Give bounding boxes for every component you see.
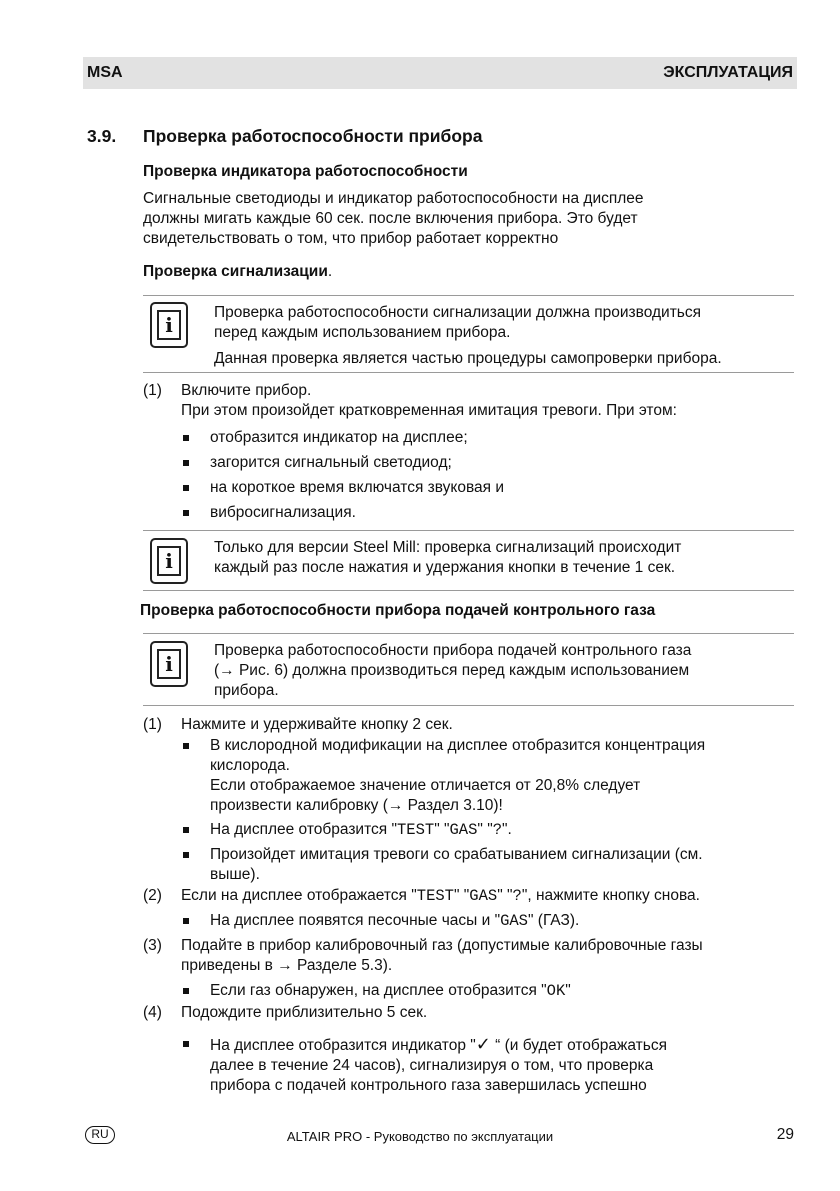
divider [143,295,794,296]
step-text [181,886,700,906]
list-item-line: произвести калибровку (→ Раздел 3.10)! [210,797,503,814]
display-text-gas: GAS [469,887,498,905]
note-text [214,538,681,578]
list-item-line: выше). [210,866,260,883]
list-item-line: прибора с подачей контрольного газа завершилась успешно [210,1077,647,1094]
display-text-gas: GAS [449,821,478,839]
step-number: (2) [143,887,162,904]
note-line: Данная проверка является частью процедуры самопроверки прибора. [214,350,722,367]
divider [143,372,794,373]
list-item: на короткое время включатся звуковая и [210,479,505,496]
step-number: (4) [143,1004,162,1021]
step-text-line: приведены в → Разделе 5.3). [181,957,393,974]
text-run: " " [434,821,450,838]
display-text-question: ? [512,887,522,905]
step-number: (3) [143,937,162,954]
bullet [183,1041,189,1047]
step-text-line: Подайте в прибор калибровочный газ (допустимые калибровочные газы [181,937,703,954]
bullet [183,988,189,994]
paragraph-line: должны мигать каждые 60 сек. после включения прибора. Это будет [143,210,638,227]
list-item [210,820,512,840]
info-icon: i [150,641,188,687]
section-title: Проверка работоспособности прибора [143,126,483,146]
list-item [210,736,705,816]
divider [143,530,794,531]
text-run: " (ГАЗ). [527,912,580,929]
note-line: перед каждым использованием прибора. [214,324,511,341]
bullet [183,460,189,466]
note-line: каждый раз после нажатия и удержания кнопки в течение 1 сек. [214,559,676,576]
bullet [183,827,189,833]
list-item [210,1034,667,1096]
section-number: 3.9. [87,126,117,146]
list-item-line: Если отображаемое значение отличается от 20,8% следует [210,777,641,794]
divider [143,705,794,706]
step-text: Включите прибор. [181,382,312,399]
step-text: Нажмите и удерживайте кнопку 2 сек. [181,716,453,733]
note-line: Только для версии Steel Mill: проверка сигнализаций происходит [214,539,682,556]
text-run: На дисплее появятся песочные часы и " [210,912,501,929]
bullet [183,510,189,516]
step-number: (1) [143,382,162,399]
note-text [214,303,722,369]
paragraph-line: свидетельствовать о том, что прибор работает корректно [143,230,559,247]
display-text-test: TEST [396,821,435,839]
bullet [183,743,189,749]
divider [143,633,794,634]
step-text: При этом произойдет кратковременная имитация тревоги. При этом: [181,402,677,419]
list-item [210,845,703,885]
bullet [183,918,189,924]
footer-title: ALTAIR PRO - Руководство по эксплуатации [286,1129,554,1144]
list-item-line: В кислородной модификации на дисплее отобразится концентрация [210,737,706,754]
text-run: " " [477,821,493,838]
subsection-title: Проверка индикатора работоспособности [143,163,468,180]
list-item-line: кислорода. [210,757,290,774]
step-text [181,936,703,976]
text-run: " " [453,887,470,904]
display-text-question: ? [492,821,503,839]
checkmark-icon: ✓ [475,1034,491,1054]
info-icon: i [150,302,188,348]
note-line: Проверка работоспособности сигнализации должна производиться [214,304,702,321]
text-run: ". [502,821,512,838]
display-text-ok: OK [546,982,566,1000]
display-text-gas: GAS [500,912,528,930]
text-run: ", нажмите кнопку снова. [521,887,700,904]
subsection-title [143,262,332,282]
text-run: Если на дисплее отображается " [181,887,417,904]
subsection-title: Проверка работоспособности прибора подачей контрольного газа [140,602,656,619]
list-item-line: Произойдет имитация тревоги со срабатыванием сигнализации (см. [210,846,703,863]
paragraph-line: Сигнальные светодиоды и индикатор работоспособности на дисплее [143,190,644,207]
note-text [214,641,691,701]
subsection-title-text: Проверка сигнализации [143,263,328,280]
list-item: вибросигнализация. [210,504,356,521]
list-item-line [210,1034,667,1056]
step-number: (1) [143,716,162,733]
note-line: Проверка работоспособности прибора подачей контрольного газа [214,642,692,659]
subsection-title-dot: . [327,263,333,280]
divider [143,590,794,591]
paragraph [143,189,644,249]
page-number: 29 [776,1126,794,1143]
language-badge: RU [85,1126,115,1144]
list-item [210,911,579,931]
text-run: Если газ обнаружен, на дисплее отобразится " [210,982,547,999]
text-run: На дисплее отобразится " [210,821,397,838]
note-line: прибора. [214,682,279,699]
header-section: ЭКСПЛУАТАЦИЯ [663,64,793,81]
bullet [183,852,189,858]
bullet [183,485,189,491]
list-item [210,981,571,1001]
list-item-line: далее в течение 24 часов), сигнализируя о том, что проверка [210,1057,654,1074]
display-text-test: TEST [416,887,454,905]
bullet [183,435,189,441]
text-run: " " [497,887,513,904]
list-item: отобразится индикатор на дисплее; [210,429,468,446]
text-run: На дисплее отобразится индикатор " [210,1037,476,1054]
text-run: “ (и будет отображаться [490,1037,667,1054]
note-line: (→ Рис. 6) должна производиться перед каждым использованием [214,662,690,679]
info-icon: i [150,538,188,584]
step-text: Подождите приблизительно 5 сек. [181,1004,428,1021]
text-run: " [565,982,571,999]
list-item: загорится сигнальный светодиод; [210,454,452,471]
header-brand: MSA [87,64,123,81]
